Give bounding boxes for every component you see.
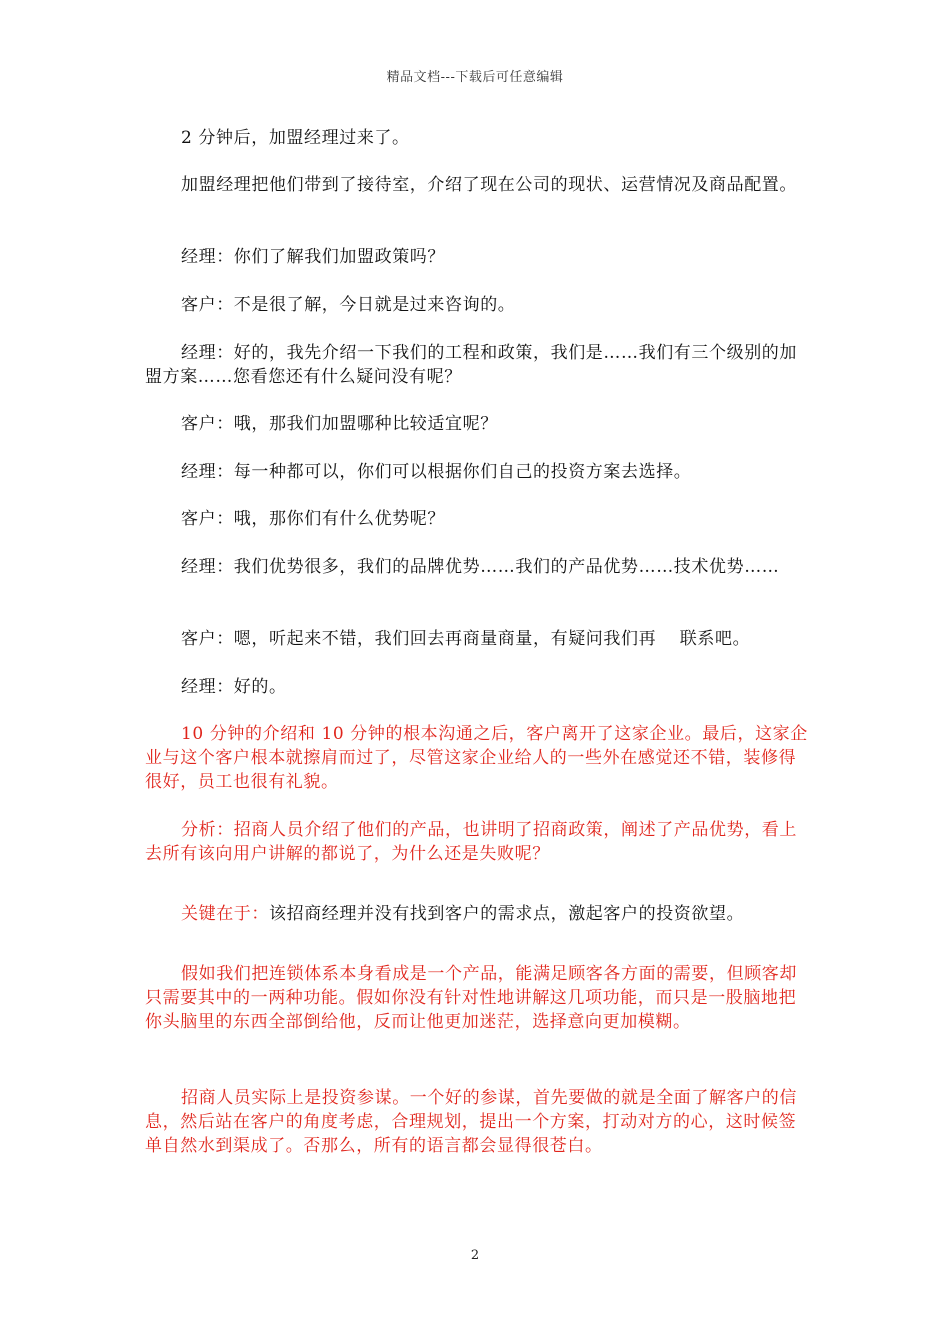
key-point-label: 关键在于： [181,904,269,924]
key-point-body: 该招商经理并没有找到客户的需求点，激起客户的投资欲望。 [269,904,745,924]
dialogue-client-which-option: 客户：哦，那我们加盟哪种比较适宜呢？ [181,414,498,434]
dialogue-manager-advantages: 经理：我们优势很多，我们的品牌优势……我们的产品优势……技术优势…… [181,557,780,577]
paragraph-investment-advisor: 招商人员实际上是投资参谋。一个好的参谋，首先要做的就是全面了解客户的信息，然后站在客户的角度考虑，合理规划，提出一个方案，打动对方的心，这时候签单自然水到渠成了。否那么，所有的语言都会显得很苍白。 [145,1088,797,1156]
dialogue-client-consult: 客户：不是很了解，今日就是过来咨询的。 [181,295,516,315]
dialogue-manager-introduction: 经理：好的，我先介绍一下我们的工程和政策，我们是……我们有三个级别的加盟方案……您看您还有什么疑问没有呢？ [145,343,797,387]
dialogue-manager-any-option: 经理：每一种都可以，你们可以根据你们自己的投资方案去选择。 [181,462,692,482]
paragraph-manager-arrives: 2 分钟后，加盟经理过来了。 [181,128,410,148]
page-header: 精品文档---下载后可任意编辑 [386,70,564,85]
paragraph-client-left: 10 分钟的介绍和 10 分钟的根本沟通之后，客户离开了这家企业。最后，这家企业与这个客户根本就擦肩而过了，尽管这家企业给人的一些外在感觉还不错，装修得很好，员工也很有礼貌。 [145,724,808,792]
dialogue-client-advantages: 客户：哦，那你们有什么优势呢？ [181,509,445,529]
key-point [145,902,810,926]
paragraph-chain-as-product: 假如我们把连锁体系本身看成是一个产品，能满足顾客各方面的需要，但顾客却只需要其中的一两种功能。假如你没有针对性地讲解这几项功能，而只是一股脑地把你头脑里的东西全部倒给他，反而让他更加迷茫，选择意向更加模糊。 [145,964,797,1032]
dialogue-client-will-discuss: 客户：嗯，听起来不错，我们回去再商量商量，有疑问我们再 联系吧。 [181,629,751,649]
paragraph-reception-room: 加盟经理把他们带到了接待室，介绍了现在公司的现状、运营情况及商品配置。 [181,175,797,195]
dialogue-manager-ok: 经理：好的。 [181,677,287,697]
paragraph-analysis: 分析：招商人员介绍了他们的产品，也讲明了招商政策，阐述了产品优势，看上去所有该向用户讲解的都说了，为什么还是失败呢？ [145,820,797,864]
dialogue-manager-policy-question: 经理：你们了解我们加盟政策吗？ [181,247,445,267]
page-number: 2 [470,1248,480,1263]
